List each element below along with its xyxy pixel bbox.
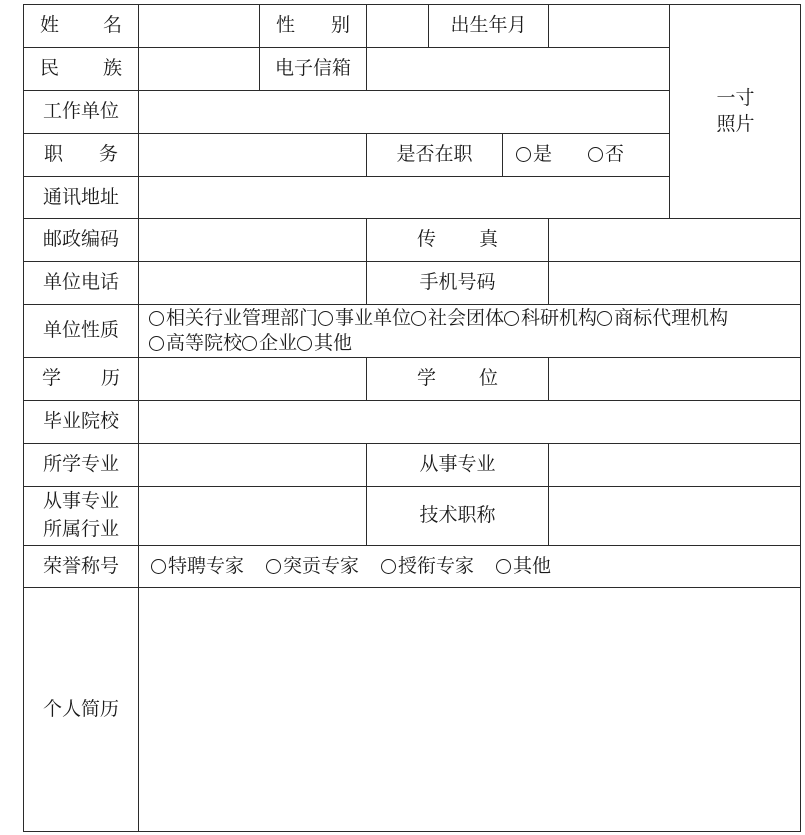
- radio-circle-icon: [266, 559, 281, 574]
- radio-option-unit-nature-4[interactable]: 科研机构: [504, 306, 597, 331]
- work-major-field[interactable]: [548, 443, 801, 486]
- work-major-label: 从事专业: [366, 443, 548, 486]
- radio-option-unit-nature-1[interactable]: 相关行业管理部门: [149, 306, 318, 331]
- honor-options: [138, 545, 801, 587]
- radio-circle-icon: [516, 147, 531, 162]
- radio-circle-icon: [381, 559, 396, 574]
- unit-phone-label: 单位电话: [23, 261, 138, 304]
- name-label: 姓 名: [23, 4, 138, 47]
- education-field[interactable]: [138, 357, 366, 400]
- honor-label: 荣誉称号: [23, 545, 138, 587]
- radio-option-unit-nature-6[interactable]: 高等院校: [149, 331, 242, 356]
- employed-options: [502, 133, 669, 176]
- radio-option-unit-nature-3[interactable]: 社会团体: [411, 306, 504, 331]
- radio-circle-icon: [496, 559, 511, 574]
- radio-option-honor-1[interactable]: 特聘专家: [151, 554, 244, 580]
- radio-option-honor-4[interactable]: 其他: [496, 554, 551, 580]
- fax-field[interactable]: [548, 218, 801, 261]
- radio-circle-icon: [504, 311, 519, 326]
- major-field[interactable]: [138, 443, 366, 486]
- radio-circle-icon: [588, 147, 603, 162]
- gender-label: 性 别: [259, 4, 366, 47]
- radio-option-unit-nature-7[interactable]: 企业: [242, 331, 297, 356]
- email-label: 电子信箱: [259, 47, 366, 90]
- mobile-field[interactable]: [548, 261, 801, 304]
- title-label: 技术职称: [366, 486, 548, 545]
- unit-nature-options-row1: [149, 306, 728, 331]
- unit-phone-field[interactable]: [138, 261, 366, 304]
- employed-yes-radio[interactable]: 是: [516, 142, 552, 168]
- resume-label: 个人简历: [23, 587, 138, 832]
- industry-label-line1: 从事专业: [42, 490, 119, 513]
- major-label: 所学专业: [23, 443, 138, 486]
- unit-nature-label: 单位性质: [23, 304, 138, 357]
- radio-circle-icon: [149, 311, 164, 326]
- industry-field[interactable]: [138, 486, 366, 545]
- birth-label: 出生年月: [428, 4, 548, 47]
- position-field[interactable]: [138, 133, 366, 176]
- unit-nature-options: [138, 304, 801, 357]
- unit-nature-options-row2: [149, 331, 352, 356]
- fax-label: 传 真: [366, 218, 548, 261]
- radio-option-honor-3[interactable]: 授衔专家: [381, 554, 474, 580]
- photo-box[interactable]: [669, 4, 801, 218]
- radio-option-unit-nature-5[interactable]: 商标代理机构: [597, 306, 728, 331]
- gender-field[interactable]: [366, 4, 428, 47]
- radio-circle-icon: [151, 559, 166, 574]
- degree-field[interactable]: [548, 357, 801, 400]
- position-label: 职 务: [23, 133, 138, 176]
- employed-no-radio[interactable]: 否: [588, 142, 624, 168]
- name-field[interactable]: [138, 4, 259, 47]
- school-field[interactable]: [138, 400, 801, 443]
- address-field[interactable]: [138, 176, 669, 218]
- postcode-field[interactable]: [138, 218, 366, 261]
- radio-circle-icon: [318, 311, 333, 326]
- radio-circle-icon: [242, 336, 257, 351]
- photo-label-line2: 照片: [716, 112, 755, 135]
- ethnic-field[interactable]: [138, 47, 259, 90]
- birth-field[interactable]: [548, 4, 669, 47]
- photo-label-line1: 一寸: [716, 86, 755, 109]
- ethnic-label: 民 族: [23, 47, 138, 90]
- industry-label: [23, 486, 138, 545]
- postcode-label: 邮政编码: [23, 218, 138, 261]
- radio-circle-icon: [411, 311, 426, 326]
- address-label: 通讯地址: [23, 176, 138, 218]
- radio-option-unit-nature-8[interactable]: 其他: [297, 331, 352, 356]
- work-unit-field[interactable]: [138, 90, 669, 133]
- email-field[interactable]: [366, 47, 669, 90]
- radio-circle-icon: [297, 336, 312, 351]
- mobile-label: 手机号码: [366, 261, 548, 304]
- resume-field[interactable]: [138, 587, 801, 832]
- school-label: 毕业院校: [23, 400, 138, 443]
- work-unit-label: 工作单位: [23, 90, 138, 133]
- radio-circle-icon: [597, 311, 612, 326]
- education-label: 学 历: [23, 357, 138, 400]
- title-field[interactable]: [548, 486, 801, 545]
- degree-label: 学 位: [366, 357, 548, 400]
- industry-label-line2: 所属行业: [42, 518, 119, 540]
- radio-option-honor-2[interactable]: 突贡专家: [266, 554, 359, 580]
- radio-option-unit-nature-2[interactable]: 事业单位: [318, 306, 411, 331]
- radio-circle-icon: [149, 336, 164, 351]
- employed-label: 是否在职: [366, 133, 502, 176]
